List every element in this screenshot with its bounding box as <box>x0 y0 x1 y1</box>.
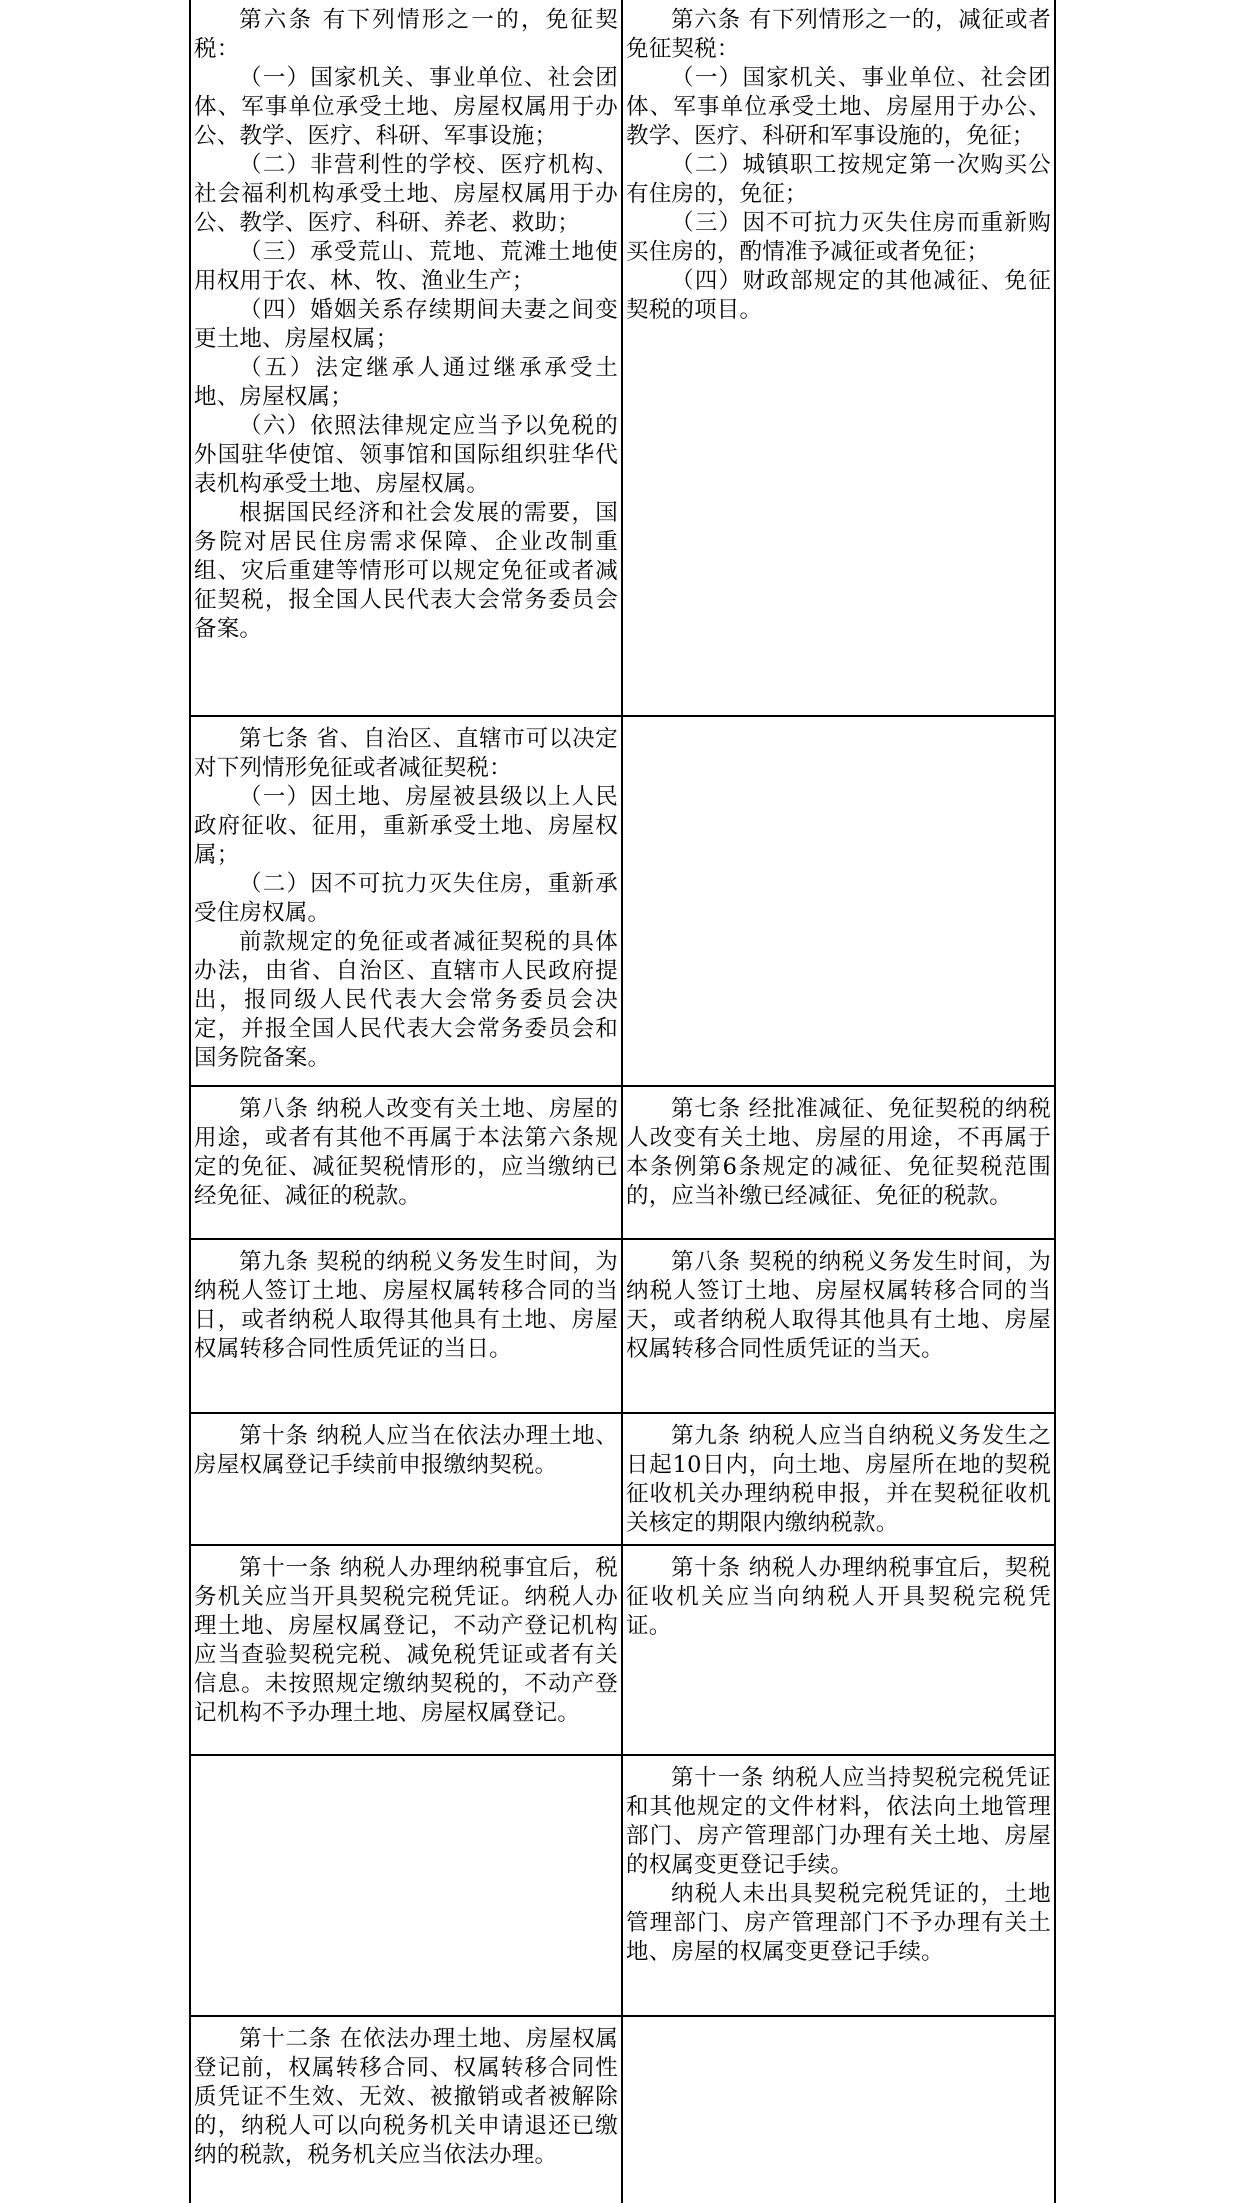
old-regulation-cell <box>622 1086 1055 1239</box>
clause-paragraph: 纳税人未出具契税完税凭证的，土地管理部门、房产管理部门不予办理有关土地、房屋的权属变更登记手续。 <box>626 1881 1051 1965</box>
clause-paragraph: （五）法定继承人通过继承承受土地、房屋权属； <box>194 355 618 410</box>
old-regulation-cell <box>622 2016 1055 2203</box>
old-regulation-cell <box>622 1545 1055 1755</box>
clause-paragraph: 第六条 有下列情形之一的，减征或者免征契税： <box>626 7 1051 62</box>
clause-paragraph: （四）婚姻关系存续期间夫妻之间变更土地、房屋权属； <box>194 297 618 352</box>
clause-paragraph: 第七条 经批准减征、免征契税的纳税人改变有关土地、房屋的用途，不再属于本条例第6条规定的减征、免征契税范围的，应当补缴已经减征、免征的税款。 <box>626 1096 1051 1209</box>
law-comparison-table <box>189 0 1056 2203</box>
old-regulation-cell <box>622 716 1055 1086</box>
table-row <box>190 0 1055 716</box>
new-law-cell <box>190 1545 622 1755</box>
clause-paragraph: 第六条 有下列情形之一的，免征契税： <box>194 7 618 62</box>
clause-paragraph: （三）因不可抗力灭失住房而重新购买住房的，酌情准予减征或者免征； <box>626 210 1051 265</box>
clause-paragraph: 第九条 契税的纳税义务发生时间，为纳税人签订土地、房屋权属转移合同的当日，或者纳税人取得其他具有土地、房屋权属转移合同性质凭证的当日。 <box>194 1249 618 1362</box>
clause-paragraph: 前款规定的免征或者减征契税的具体办法，由省、自治区、直辖市人民政府提出，报同级人民代表大会常务委员会决定，并报全国人民代表大会常务委员会和国务院备案。 <box>194 929 618 1071</box>
new-law-cell <box>190 1413 622 1545</box>
clause-paragraph: （二）城镇职工按规定第一次购买公有住房的，免征； <box>626 152 1051 207</box>
table-row <box>190 1086 1055 1239</box>
new-law-cell <box>190 0 622 716</box>
clause-paragraph: （六）依照法律规定应当予以免税的外国驻华使馆、领事馆和国际组织驻华代表机构承受土地、房屋权属。 <box>194 413 618 497</box>
old-regulation-cell <box>622 1413 1055 1545</box>
clause-paragraph: 第十二条 在依法办理土地、房屋权属登记前，权属转移合同、权属转移合同性质凭证不生效、无效、被撤销或者被解除的，纳税人可以向税务机关申请退还已缴纳的税款，税务机关应当依法办理。 <box>194 2026 618 2168</box>
clause-paragraph: 根据国民经济和社会发展的需要，国务院对居民住房需求保障、企业改制重组、灾后重建等情形可以规定免征或者减征契税，报全国人民代表大会常务委员会备案。 <box>194 500 618 642</box>
new-law-cell <box>190 1086 622 1239</box>
clause-paragraph: （一）国家机关、事业单位、社会团体、军事单位承受土地、房屋用于办公、教学、医疗、科研和军事设施的，免征； <box>626 65 1051 149</box>
table-row <box>190 1413 1055 1545</box>
clause-paragraph: 第十条 纳税人应当在依法办理土地、房屋权属登记手续前申报缴纳契税。 <box>194 1423 618 1478</box>
old-regulation-cell <box>622 0 1055 716</box>
old-regulation-cell <box>622 1239 1055 1413</box>
table-row <box>190 1545 1055 1755</box>
new-law-cell <box>190 1239 622 1413</box>
old-regulation-cell <box>622 1755 1055 2016</box>
clause-paragraph: 第九条 纳税人应当自纳税义务发生之日起10日内，向土地、房屋所在地的契税征收机关办理纳税申报，并在契税征收机关核定的期限内缴纳税款。 <box>626 1423 1051 1536</box>
clause-paragraph: 第十一条 纳税人办理纳税事宜后，税务机关应当开具契税完税凭证。纳税人办理土地、房屋权属登记，不动产登记机构应当查验契税完税、减免税凭证或者有关信息。未按照规定缴纳契税的，不动产登记机构不予办理土地、房屋权属登记。 <box>194 1555 618 1726</box>
new-law-cell <box>190 716 622 1086</box>
comparison-document <box>189 0 1054 2195</box>
clause-paragraph: （二）因不可抗力灭失住房，重新承受住房权属。 <box>194 871 618 926</box>
new-law-cell <box>190 2016 622 2203</box>
clause-paragraph: （三）承受荒山、荒地、荒滩土地使用权用于农、林、牧、渔业生产； <box>194 239 618 294</box>
clause-paragraph: 第八条 纳税人改变有关土地、房屋的用途，或者有其他不再属于本法第六条规定的免征、减征契税情形的，应当缴纳已经免征、减征的税款。 <box>194 1096 618 1209</box>
clause-paragraph: 第七条 省、自治区、直辖市可以决定对下列情形免征或者减征契税： <box>194 726 618 781</box>
clause-paragraph: （一）因土地、房屋被县级以上人民政府征收、征用，重新承受土地、房屋权属； <box>194 784 618 868</box>
clause-paragraph: 第十一条 纳税人应当持契税完税凭证和其他规定的文件材料，依法向土地管理部门、房产管理部门办理有关土地、房屋的权属变更登记手续。 <box>626 1765 1051 1878</box>
table-row <box>190 1239 1055 1413</box>
table-row <box>190 716 1055 1086</box>
clause-paragraph: （二）非营利性的学校、医疗机构、社会福利机构承受土地、房屋权属用于办公、教学、医疗、科研、养老、救助； <box>194 152 618 236</box>
clause-paragraph: （四）财政部规定的其他减征、免征契税的项目。 <box>626 268 1051 323</box>
clause-paragraph: 第十条 纳税人办理纳税事宜后，契税征收机关应当向纳税人开具契税完税凭证。 <box>626 1555 1051 1639</box>
table-row <box>190 2016 1055 2203</box>
clause-paragraph: 第八条 契税的纳税义务发生时间，为纳税人签订土地、房屋权属转移合同的当天，或者纳税人取得其他具有土地、房屋权属转移合同性质凭证的当天。 <box>626 1249 1051 1362</box>
table-row <box>190 1755 1055 2016</box>
clause-paragraph: （一）国家机关、事业单位、社会团体、军事单位承受土地、房屋权属用于办公、教学、医疗、科研、军事设施； <box>194 65 618 149</box>
new-law-cell <box>190 1755 622 2016</box>
table-body <box>190 0 1055 2203</box>
